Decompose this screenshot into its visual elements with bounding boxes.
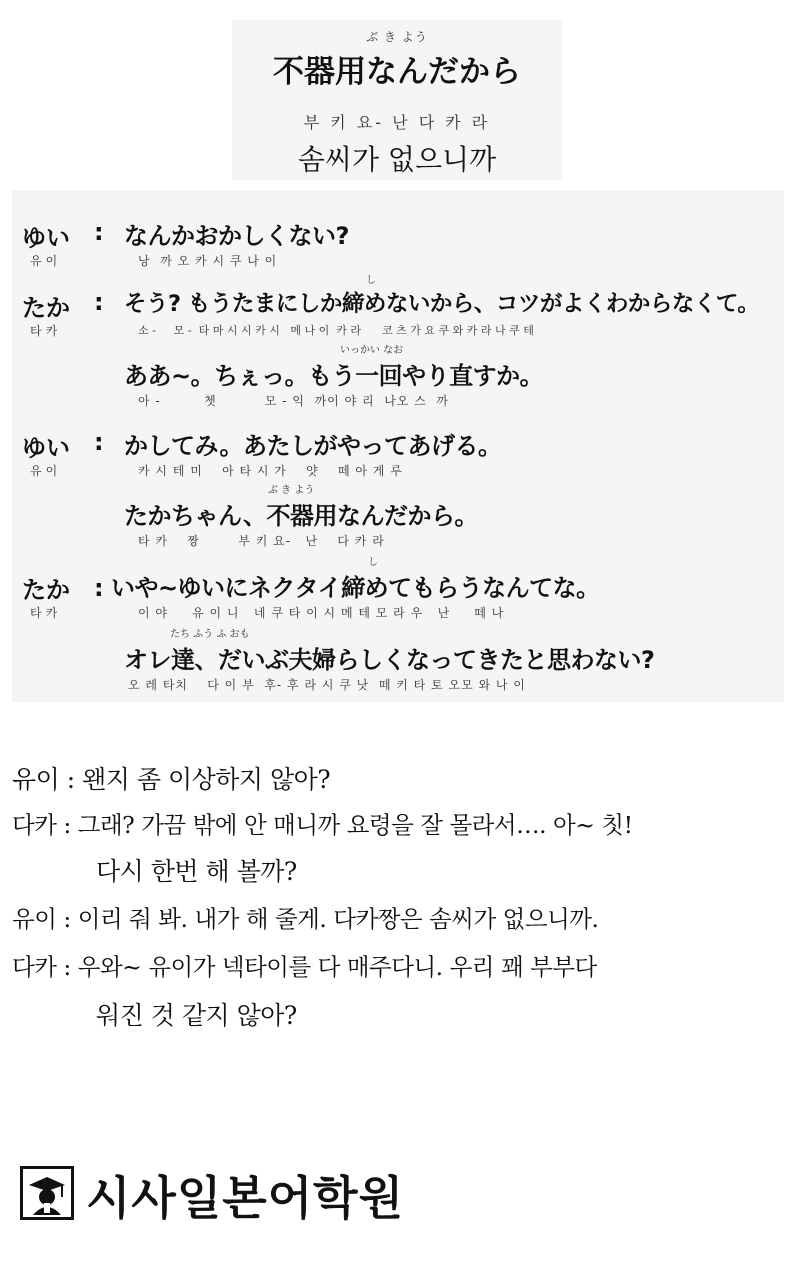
academy-logo-icon bbox=[20, 1166, 74, 1220]
line-japanese: たかちゃん、不器用なんだから。 bbox=[124, 502, 478, 530]
dialogue-line bbox=[12, 552, 784, 618]
line-reading: 소 - 모 - 타 마 시 시 카 시 메 나 이 카 라 코 츠 가 요 쿠 와 카 라 나 쿠 테 bbox=[138, 324, 534, 337]
line-furigana: たち ふう ふ おも bbox=[170, 629, 250, 640]
dialogue-line bbox=[12, 480, 784, 546]
title-furigana: ぶ き よう bbox=[366, 30, 428, 44]
academy-name: 시사일본어학원 bbox=[86, 1171, 405, 1225]
line-japanese: ああ~。ちぇっ。もう一回やり直すか。 bbox=[124, 362, 544, 390]
dialogue-line bbox=[12, 200, 784, 266]
line-reading: 타 카 짱 부 키 요- 난 다 카 라 bbox=[138, 534, 385, 548]
translation-line: 다카 : 우와~ 유이가 넥타이를 다 매주다니. 우리 꽤 부부다 bbox=[12, 953, 597, 981]
title-card bbox=[232, 20, 562, 180]
translation-line: 유이 : 이리 줘 봐. 내가 해 줄게. 다카짱은 솜씨가 없으니까. bbox=[12, 905, 599, 933]
translation-line: 다시 한번 해 볼까? bbox=[96, 857, 297, 886]
line-furigana: ぶ き よう bbox=[268, 485, 315, 496]
title-japanese: 不器用なんだから bbox=[273, 54, 521, 90]
dialogue-line bbox=[12, 624, 784, 690]
academy-logo bbox=[20, 1160, 440, 1226]
dialogue-block bbox=[12, 190, 784, 702]
speaker-reading: 유이 bbox=[30, 464, 62, 478]
line-japanese: かしてみ。あたしがやってあげる。 bbox=[124, 432, 502, 460]
line-japanese: なんかおかしくない? bbox=[124, 222, 349, 250]
translation-line: 다카 : 그래? 가끔 밖에 안 매니까 요령을 잘 몰라서…. 아~ 칫! bbox=[12, 811, 633, 839]
speaker-colon: : bbox=[94, 288, 104, 316]
line-reading: 아 - 쳇 모 - 익 까이 야 리 나오 스 까 bbox=[138, 394, 450, 408]
speaker-reading: 타카 bbox=[30, 324, 62, 338]
line-japanese: オレ達、だいぶ夫婦らしくなってきたと思わない? bbox=[124, 646, 655, 674]
line-japanese: そう? もうたまにしか締めないから、コツがよくわからなくて。 bbox=[124, 291, 760, 317]
speaker-reading: 타카 bbox=[30, 606, 62, 620]
line-furigana: し bbox=[366, 275, 376, 286]
speaker-colon: : bbox=[94, 428, 104, 456]
title-reading: 부 키 요- 난 다 카 라 bbox=[303, 113, 491, 132]
translation-line: 유이 : 왠지 좀 이상하지 않아? bbox=[12, 765, 331, 794]
line-furigana: いっかい なお bbox=[340, 345, 404, 356]
dialogue-line bbox=[12, 270, 784, 336]
speaker-name: たか bbox=[22, 576, 70, 604]
speaker-reading: 유이 bbox=[30, 254, 62, 268]
dialogue-line bbox=[12, 340, 784, 406]
line-reading: 낭 까 오 카 시 쿠 나 이 bbox=[138, 254, 278, 268]
speaker-name: ゆい bbox=[22, 224, 70, 252]
line-furigana: し bbox=[368, 557, 378, 568]
line-reading: 오 레 타치 다 이 부 후- 후 라 시 쿠 낫 떼 키 타 토 오모 와 나 이 bbox=[128, 678, 526, 692]
line-reading: 카 시 테 미 아 타 시 가 얏 떼 아 게 루 bbox=[138, 464, 403, 478]
speaker-name: ゆい bbox=[22, 434, 70, 462]
speaker-name: たか bbox=[22, 294, 70, 322]
line-japanese: : いや~ゆいにネクタイ締めてもらうなんてな。 bbox=[94, 574, 600, 602]
speaker-colon: : bbox=[94, 218, 104, 246]
line-reading: 이 야 유 이 니 네 쿠 타 이 시 메 테 모 라 우 난 떼 나 bbox=[138, 606, 505, 620]
translation-line: 워진 것 같지 않아? bbox=[96, 1001, 297, 1030]
dialogue-line bbox=[12, 410, 784, 476]
title-korean: 솜씨가 없으니까 bbox=[297, 143, 497, 176]
